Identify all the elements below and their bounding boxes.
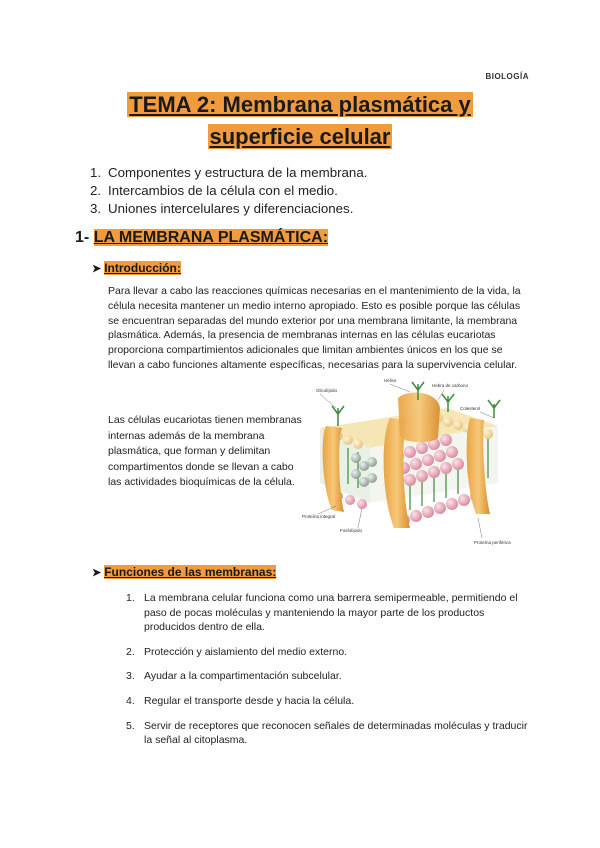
label-cholesterol: Colesterol [460,406,481,411]
label-chain: Hebra de carbono [432,383,469,388]
toc-item: 1. Componentes y estructura de la membrana. [90,165,368,180]
arrow-bullet-icon: ➤ [92,263,102,275]
functions-heading: ➤ Funciones de las membranas: [92,565,277,579]
list-item: 1. La membrana celular funciona como una barrera semipermeable, permitiendo el paso de pocas moléculas y manteniendo la mayor parte de los productos producidos dentro de ella. [126,592,518,634]
page-title-line1: TEMA 2: Membrana plasmática y [129,92,471,117]
toc-item: 2. Intercambios de la célula con el medio. [90,183,338,198]
page-title-line2: superficie celular [209,124,391,149]
label-helix: Hélice [384,378,397,383]
label-glicolipid: Glicolípido [316,388,338,393]
subject-label: BIOLOGÍA [485,72,529,81]
toc-item: 3. Uniones intercelulares y diferenciaciones. [90,201,354,216]
intro-paragraph-2: Las células eucariotas tienen membranas internas además de la membrana plasmática, que forman y delimitan compartimentos donde se llevan a cabo las actividades bioquímicas de la célula. [108,414,302,488]
functions-list [126,591,536,758]
label-phospholipid: Fosfolípido [340,528,363,533]
section-heading: 1- LA MEMBRANA PLASMÁTICA: [75,229,329,246]
table-of-contents [90,164,367,218]
arrow-bullet-icon: ➤ [92,567,102,579]
label-peripheral-protein: Proteína periférica [474,540,511,545]
intro-paragraph: Para llevar a cabo las reacciones químicas necesarias en el mantenimiento de la vida, la célula necesita mantener un medio interno apropiado. Esto es posible porque las células se encuentran separadas del mundo exterior por una membrana limitante, la membrana plasmática. Además, la presencia de membranas internas en las células eucariotas proporciona compartimientos adicionales que limitan ambientes únicos en los que se llevan a cabo funciones altamente específicas, necesarias para la supervivencia celular. [108,285,521,371]
list-item: 3. Ayudar a la compartimentación subcelular. [126,670,342,683]
list-item: 5. Servir de receptores que reconocen señales de determinadas moléculas y traducir la señal al citoplasma. [126,719,528,747]
label-integral-protein: Proteína integral [302,514,336,519]
membrane-diagram-image [298,378,524,554]
list-item: 4. Regular el transporte desde y hacia la célula. [126,694,355,707]
list-item: 2. Protección y aislamiento del medio externo. [126,645,348,658]
intro-heading: ➤ Introducción: [92,261,181,275]
